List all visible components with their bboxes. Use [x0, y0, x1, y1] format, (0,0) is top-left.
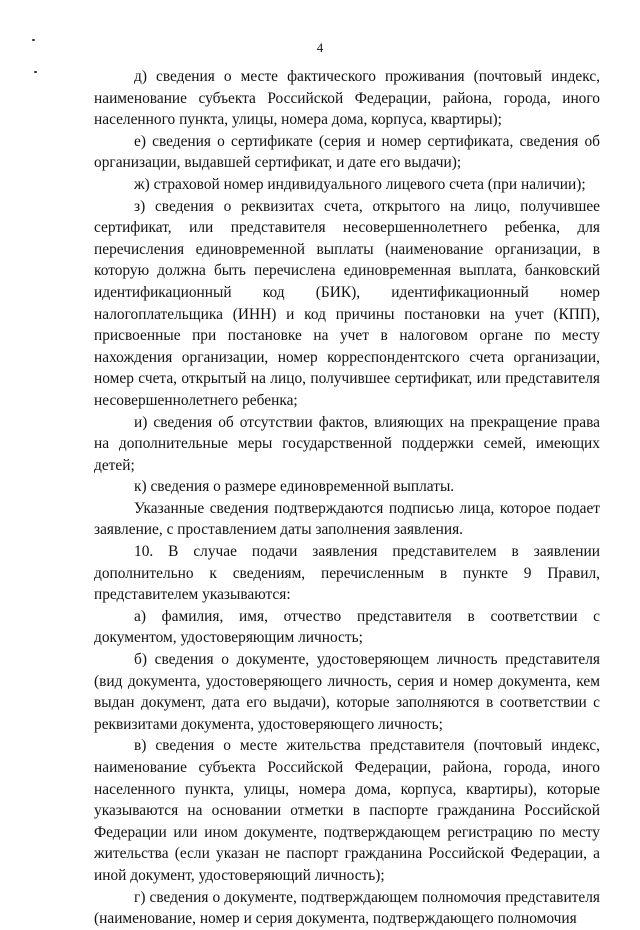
scan-speck [34, 71, 37, 73]
paragraph-i: и) сведения об отсутствии фактов, влияющих на прекращение права на дополнительные меры государственной поддержки семей, имеющих детей; [94, 413, 600, 474]
document-body [94, 66, 600, 930]
paragraph-z: з) сведения о реквизитах счета, открытого на лицо, получившее сертификат, или представителя несовершеннолетнего ребенка, для перечисления единовременной выплаты (наименование организации, в которую должна быть перечислена единовременная выплата, банковский идентификационный код (БИК), идентификационный номер налогоплательщика (ИНН) и код причины постановки на учет (КПП), присвоенные при постановке на учет в налоговом органе по месту нахождения организации, номер корреспондентского счета организации, номер счета, открытый на лицо, получившее сертификат, или представителя несовершеннолетнего ребенка; [94, 197, 600, 409]
paragraph-g: г) сведения о документе, подтверждающем полномочия представителя (наименование, номер и серия документа, подтверждающего полномочия [94, 888, 600, 928]
paragraph-d: д) сведения о месте фактического проживания (почтовый индекс, наименование субъекта Российской Федерации, района, города, иного населенного пункта, улицы, номера дома, корпуса, квартиры); [94, 68, 600, 129]
paragraph-signature-note: Указанные сведения подтверждаются подписью лица, которое подает заявление, с проставлением даты заполнения заявления. [94, 499, 600, 539]
paragraph-item-10: 10. В случае подачи заявления представителем в заявлении дополнительно к сведениям, перечисленным в пункте 9 Правил, представителем указываются: [94, 543, 600, 604]
paragraph-v: в) сведения о месте жительства представителя (почтовый индекс, наименование субъекта Российской Федерации, района, города, иного населенного пункта, улицы, номера дома, корпуса, квартиры), которые указываются на основании отметки в паспорте гражданина Российской Федерации или ином документе, подтверждающем регистрацию по месту жительства (если указан не паспорт гражданина Российской Федерации, а иной документ, удостоверяющий личность); [94, 737, 600, 884]
page-number: 4 [316, 40, 324, 55]
paragraph-k: к) сведения о размере единовременной выплаты. [134, 478, 455, 496]
paragraph-e: е) сведения о сертификате (серия и номер сертификата, сведения об организации, выдавшей сертификат, и дате его выдачи); [94, 132, 600, 172]
paragraph-a: а) фамилия, имя, отчество представителя в соответствии с документом, удостоверяющим личность; [94, 607, 600, 647]
paragraph-zh: ж) страховой номер индивидуального лицевого счета (при наличии); [134, 175, 586, 193]
paragraph-b: б) сведения о документе, удостоверяющем личность представителя (вид документа, удостоверяющего личность, серия и номер документа, кем выдан документ, дата его выдачи), которые заполняются в соответствии с реквизитами документа, удостоверяющего личность; [94, 651, 600, 733]
